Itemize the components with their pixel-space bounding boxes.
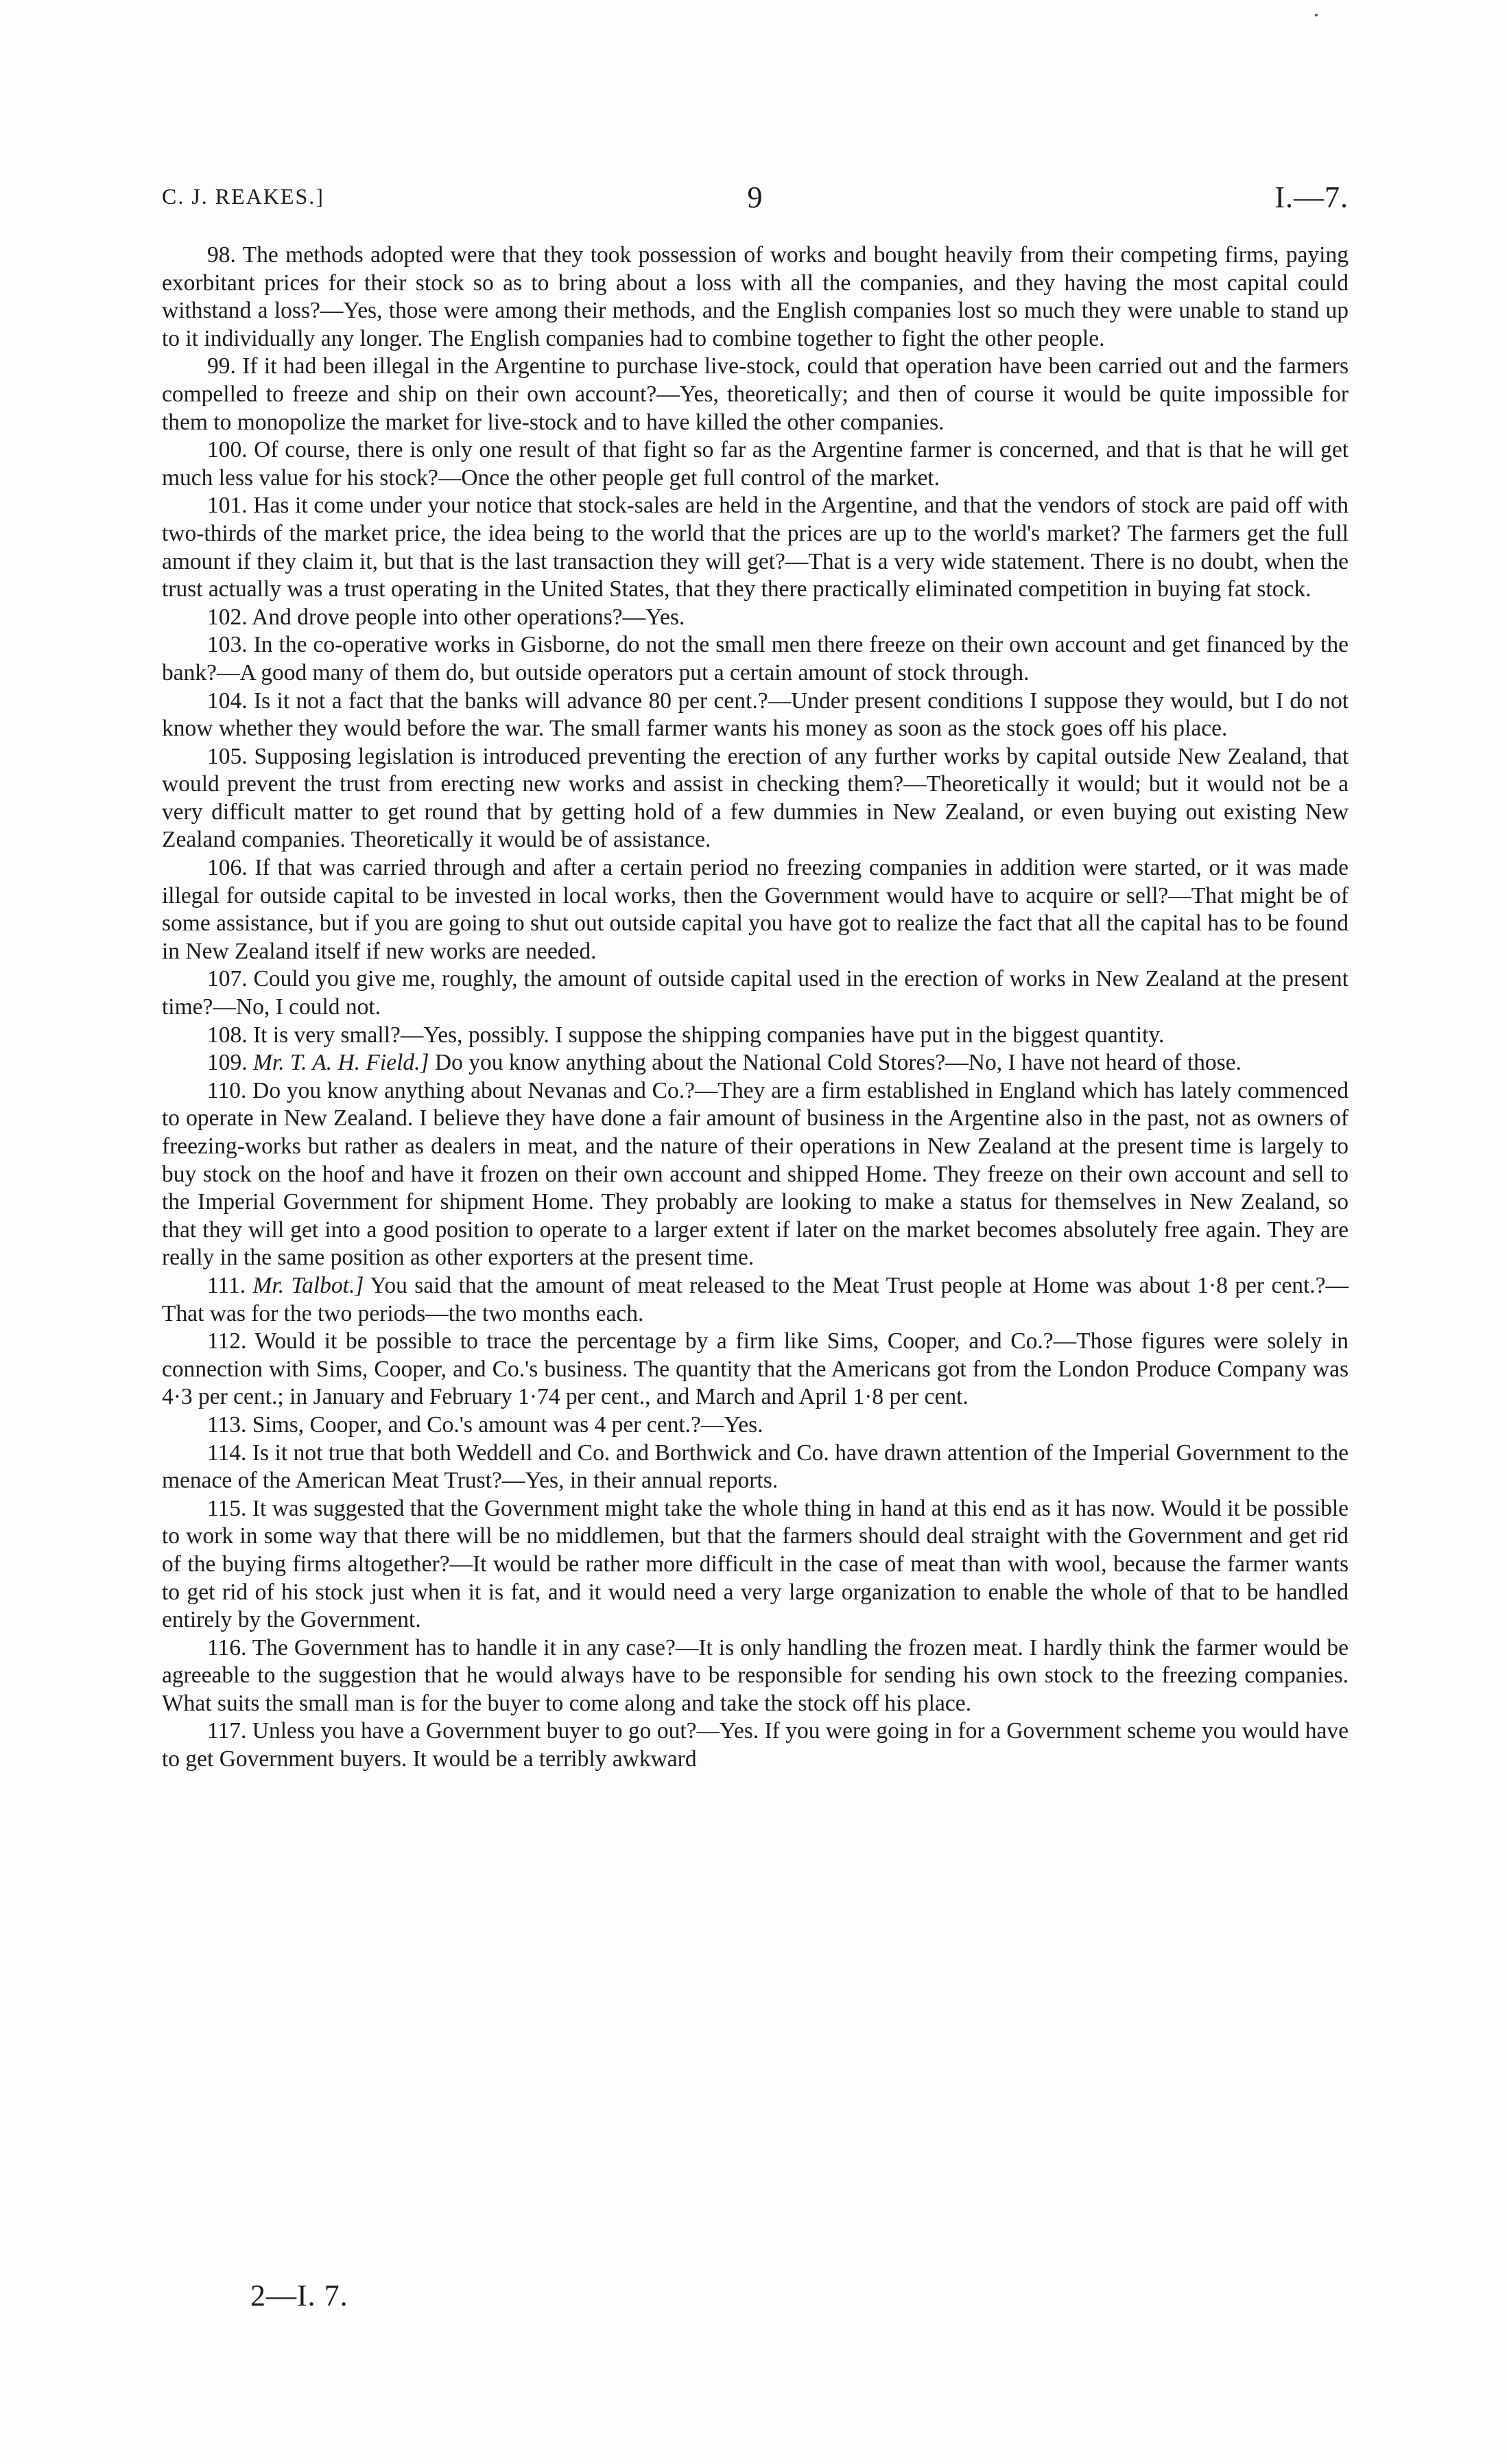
- paragraph-100: 100. Of course, there is only one result of that fight so far as the Argentine farmer is concerned, and that is that he will get much less value for his stock?—Once the other people get full control of the market.: [162, 437, 1349, 491]
- paragraph-113: 113. Sims, Cooper, and Co.'s amount was 4 per cent.?—Yes.: [207, 1411, 763, 1438]
- paragraph-106: 106. If that was carried through and after a certain period no freezing companies in addition were started, or it was made illegal for outside capital to be invested in local works, then the Government would have to acquire or sell?—That might be of some assistance, but if you are going to shut out outside capital you have got to realize the fact that all the capital has to be found in New Zealand itself if new works are needed.: [162, 855, 1349, 964]
- witness-name: C. J. REAKES.]: [162, 184, 324, 209]
- paragraph-104: 104. Is it not a fact that the banks will advance 80 per cent.?—Under present conditions I suppose they would, but I do not know whether they would before the war. The small farmer wants his money as soon as the stock goes off his place.: [162, 688, 1349, 742]
- paragraph-101: 101. Has it come under your notice that stock-sales are held in the Argentine, and that the vendors of stock are paid off with two-thirds of the market price, the idea being to the world that the prices are up to the world's market? The farmers get the full amount if they claim it, but that is the last transaction they will get?—That is a very wide statement. There is no doubt, when the trust actually was a trust operating in the United States, that they there practically eliminated competition in buying fat stock.: [162, 493, 1349, 602]
- paragraph-108: 108. It is very small?—Yes, possibly. I suppose the shipping companies have put in the biggest quantity.: [207, 1022, 1165, 1048]
- paragraph-107: 107. Could you give me, roughly, the amount of outside capital used in the erection of works in New Zealand at the present time?—No, I could not.: [162, 966, 1349, 1020]
- signature-mark: 2—I. 7.: [250, 2279, 348, 2312]
- page-header: [162, 180, 1349, 221]
- evidence-body: [162, 242, 1349, 1774]
- paragraph-111: [162, 1272, 1349, 1328]
- paragraph-text: Do you know anything about the National Cold Stores?—No, I have not heard of those.: [434, 1050, 1242, 1076]
- paragraph-98: 98. The methods adopted were that they took possession of works and bought heavily from their competing firms, paying exorbitant prices for their stock so as to bring about a loss with all the companies, and they having the most capital could withstand a loss?—Yes, those were among their methods, and the English companies lost so much they were unable to stand up to it individually any longer. The English companies had to combine together to fight the other people.: [162, 242, 1349, 351]
- paragraph-103: 103. In the co-operative works in Gisborne, do not the small men there freeze on their own account and get financed by the bank?—A good many of them do, but outside operators put a certain amount of stock through.: [162, 632, 1349, 685]
- paragraph-117: 117. Unless you have a Government buyer to go out?—Yes. If you were going in for a Government scheme you would have to get Government buyers. It would be a terribly awkward: [162, 1718, 1349, 1772]
- paragraph-114: 114. Is it not true that both Weddell and Co. and Borthwick and Co. have drawn attention of the Imperial Government to the menace of the American Meat Trust?—Yes, in their annual reports.: [162, 1440, 1349, 1494]
- document-reference: I.—7.: [1274, 180, 1349, 214]
- speaker-name: Mr. Talbot.]: [252, 1272, 364, 1298]
- paragraph-text: You said that the amount of meat released to the Meat Trust people at Home was about 1·8 per cent.?—That was for the two periods—the two months each.: [162, 1272, 1349, 1326]
- paragraph-105: 105. Supposing legislation is introduced preventing the erection of any further works by capital outside New Zealand, that would prevent the trust from erecting new works and assist in checking them?—Theoretically it would; but it would not be a very difficult matter to get round that by getting hold of a few dummies in New Zealand, or even buying out existing New Zealand companies. Theoretically it would be of assistance.: [162, 743, 1349, 853]
- paragraph-99: 99. If it had been illegal in the Argentine to purchase live-stock, could that operation have been carried out and the farmers compelled to freeze and ship on their own account?—Yes, theoretically; and then of course it would be quite impossible for them to monopolize the market for live-stock and to have killed the other companies.: [162, 353, 1349, 435]
- question-number: 111.: [207, 1272, 246, 1298]
- paragraph-116: 116. The Government has to handle it in any case?—It is only handling the frozen meat. I hardly think the farmer would be agreeable to the suggestion that he would always have to be responsible for sending his own stock to the freezing companies. What suits the small man is for the buyer to come along and take the stock off his place.: [162, 1634, 1349, 1716]
- paragraph-102: 102. And drove people into other operations?—Yes.: [207, 604, 685, 630]
- page-number: 9: [747, 180, 763, 214]
- paragraph-115: 115. It was suggested that the Government might take the whole thing in hand at this end as it has now. Would it be possible to work in some way that there will be no middlemen, but that the farmers should deal straight with the Government and get rid of the buying firms altogether?—It would be rather more difficult in the case of meat than with wool, because the farmer wants to get rid of his stock just when it is fat, and it would need a very large organization to enable the whole of that to be handled entirely by the Government.: [162, 1495, 1349, 1633]
- question-number: 109.: [207, 1050, 248, 1076]
- scan-speck: [1315, 14, 1318, 16]
- paragraph-109: [162, 1049, 1349, 1077]
- speaker-name: Mr. T. A. H. Field.]: [253, 1050, 429, 1076]
- paragraph-112: 112. Would it be possible to trace the percentage by a firm like Sims, Cooper, and Co.?—Those figures were solely in connection with Sims, Cooper, and Co.'s business. The quantity that the Americans got from the London Produce Company was 4·3 per cent.; in January and February 1·74 per cent., and March and April 1·8 per cent.: [162, 1328, 1349, 1410]
- paragraph-110: 110. Do you know anything about Nevanas and Co.?—They are a firm established in England which has lately commenced to operate in New Zealand. I believe they have done a fair amount of business in the Argentine also in the past, not as owners of freezing-works but rather as dealers in meat, and the nature of their operations in New Zealand at the present time is largely to buy stock on the hoof and have it frozen on their own account and shipped Home. They freeze on their own account and sell to the Imperial Government for shipment Home. They probably are looking to make a status for themselves in New Zealand, so that they will get into a good position to operate to a larger extent if later on the market becomes absolutely free again. They are really in the same position as other exporters at the present time.: [162, 1077, 1349, 1271]
